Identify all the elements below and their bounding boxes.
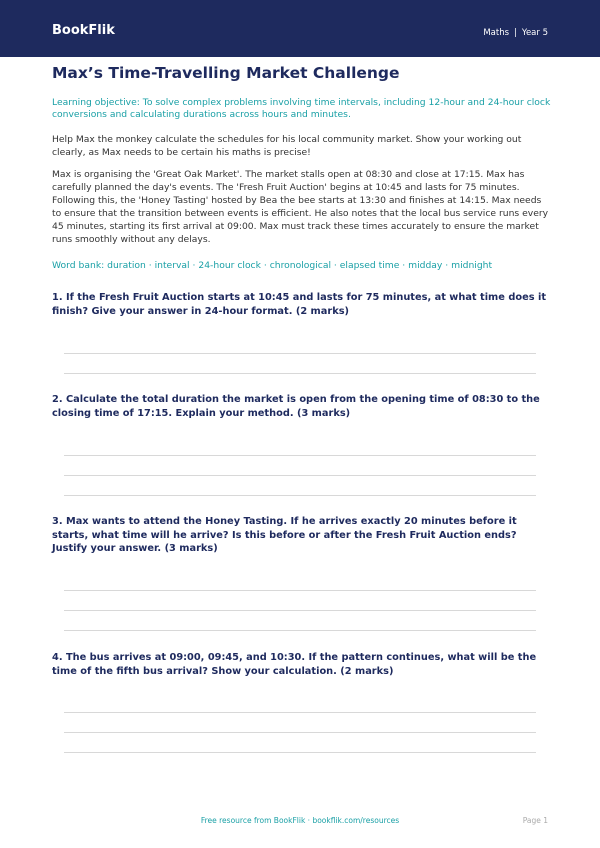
- answer-line[interactable]: [64, 712, 536, 713]
- intro-paragraph: Help Max the monkey calculate the schedules for his local community market. Show your working out clearly, as Max needs to be certain his maths is precise!: [52, 134, 522, 158]
- brand-logo[interactable]: BookFlik: [52, 23, 115, 38]
- page-number: Page 1: [522, 816, 548, 825]
- question-2: 2. Calculate the total duration the market is open from the opening time of 08:30 to the closing time of 17:15. Explain your method. (3 marks): [52, 394, 540, 419]
- scenario-paragraph: Max is organising the 'Great Oak Market'. The market stalls open at 08:30 and close at 17:15. Max has carefully planned the day's events. The 'Fresh Fruit Auction' begins at 10:45 and lasts for 75 minutes. Following this, the 'Honey Tasting' hosted by Bea the bee starts at 13:30 and finishes at 14:15. Max needs to ensure that the transition between events is efficient. He also notes that the local bus service runs every 45 minutes, starting its first arrival at 09:00. Max must track these times accurately to ensure the market runs smoothly without any delays.: [52, 169, 549, 245]
- footer-credit[interactable]: Free resource from BookFlik · bookflik.com/resources: [200, 816, 400, 825]
- subject-separator: |: [514, 28, 517, 38]
- answer-line[interactable]: [64, 590, 536, 591]
- answer-line[interactable]: [64, 495, 536, 496]
- worksheet-title: Max’s Time-Travelling Market Challenge: [52, 64, 400, 82]
- answer-line[interactable]: [64, 455, 536, 456]
- subject-year-label: [483, 28, 548, 38]
- question-3: 3. Max wants to attend the Honey Tasting. If he arrives exactly 20 minutes before it starts, what time will he arrive? Is this before or after the Fresh Fruit Auction ends? Justify your answer. (3 marks): [52, 516, 517, 554]
- answer-line[interactable]: [64, 475, 536, 476]
- header-bar: [0, 0, 600, 57]
- question-4: 4. The bus arrives at 09:00, 09:45, and 10:30. If the pattern continues, what will be the time of the fifth bus arrival? Show your calculation. (2 marks): [52, 652, 537, 677]
- answer-line[interactable]: [64, 610, 536, 611]
- answer-line[interactable]: [64, 732, 536, 733]
- answer-line[interactable]: [64, 630, 536, 631]
- answer-line[interactable]: [64, 353, 536, 354]
- year-label: Year 5: [521, 28, 548, 38]
- answer-line[interactable]: [64, 373, 536, 374]
- subject-label: Maths: [483, 28, 510, 38]
- answer-line[interactable]: [64, 752, 536, 753]
- question-1: 1. If the Fresh Fruit Auction starts at 10:45 and lasts for 75 minutes, at what time does it finish? Give your answer in 24-hour format. (2 marks): [52, 292, 546, 317]
- word-bank: Word bank: duration · interval · 24-hour clock · chronological · elapsed time · midday · midnight: [52, 260, 493, 271]
- learning-objective: Learning objective: To solve complex problems involving time intervals, including 12-hour and 24-hour clock conversions and calculating durations across hours and minutes.: [52, 97, 551, 120]
